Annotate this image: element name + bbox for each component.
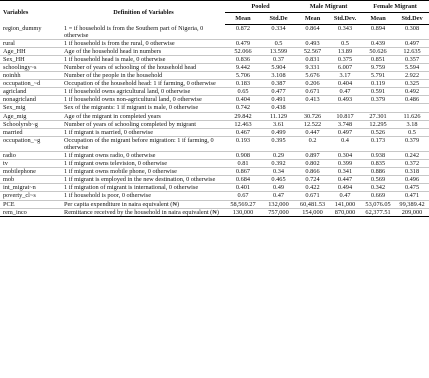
pooled-std-cell: 0.395 xyxy=(261,136,296,151)
male-std-cell: 0.494 xyxy=(329,184,361,192)
male-std-cell: 870,000 xyxy=(329,208,361,216)
male-mean-cell: 0.866 xyxy=(296,168,329,176)
female-std-cell: 11.626 xyxy=(395,112,429,120)
male-std-cell: 0.399 xyxy=(329,160,361,168)
table-row xyxy=(0,192,429,200)
male-mean-cell: 0.831 xyxy=(296,55,329,63)
variable-name-cell: int_migrat~n xyxy=(0,184,62,192)
female-std-cell: 0.318 xyxy=(395,168,429,176)
female-mean-cell: 0.342 xyxy=(361,184,395,192)
variable-name-cell: nonagricland xyxy=(0,96,62,104)
female-std-cell: 3.18 xyxy=(395,120,429,128)
male-mean-cell: 0.413 xyxy=(296,96,329,104)
variable-name-cell: Age_mig xyxy=(0,112,62,120)
variable-definition-cell: 1 if household is from the rural, 0 otherwise xyxy=(62,39,225,47)
pooled-mean-cell: 0.742 xyxy=(225,104,261,112)
pooled-mean-cell: 9.442 xyxy=(225,63,261,71)
variable-definition-cell: Occupation of the household head: 1 if farming, 0 otherwise xyxy=(62,80,225,88)
female-std-cell: 99,389.42 xyxy=(395,200,429,208)
female-std-cell: 5.594 xyxy=(395,63,429,71)
variable-definition-cell: 1 if household owns non-agricultural land, 0 otherwise xyxy=(62,96,225,104)
female-std-cell: 0.475 xyxy=(395,184,429,192)
female-std-cell: 209,000 xyxy=(395,208,429,216)
male-std-cell: 10.817 xyxy=(329,112,361,120)
female-std-cell: 0.471 xyxy=(395,192,429,200)
female-mean-cell xyxy=(361,104,395,112)
female-mean-cell: 0.894 xyxy=(361,25,395,40)
male-mean-cell: 0.2 xyxy=(296,136,329,151)
variable-name-cell: Age_HH xyxy=(0,47,62,55)
table-row xyxy=(0,120,429,128)
male-mean-cell: 0.447 xyxy=(296,128,329,136)
table-row xyxy=(0,128,429,136)
pooled-mean-cell: 0.67 xyxy=(225,192,261,200)
table-row xyxy=(0,96,429,104)
table-body xyxy=(0,25,429,217)
male-mean-cell xyxy=(296,104,329,112)
variable-definition-cell: 1 if migrant owns radio, 0 otherwise xyxy=(62,152,225,160)
male-mean-cell: 60,481.53 xyxy=(296,200,329,208)
female-std-cell: 0.308 xyxy=(395,25,429,40)
pooled-std-cell: 0.334 xyxy=(261,25,296,40)
variable-name-cell: schoolingy~s xyxy=(0,63,62,71)
variable-name-cell: married xyxy=(0,128,62,136)
subheader-male-mean: Mean xyxy=(296,13,329,25)
subheader-female-mean: Mean xyxy=(361,13,395,25)
pooled-mean-cell: 0.867 xyxy=(225,168,261,176)
male-mean-cell: 0.206 xyxy=(296,80,329,88)
male-std-cell: 0.497 xyxy=(329,128,361,136)
variable-definition-cell: Occupation of the migrant before migration: 1 if farming, 0 otherwise xyxy=(62,136,225,151)
male-mean-cell: 52.567 xyxy=(296,47,329,55)
pooled-std-cell: 3.61 xyxy=(261,120,296,128)
variable-definition-cell: 1 if migrant is employed in the new destination, 0 otherwise xyxy=(62,176,225,184)
female-mean-cell: 0.119 xyxy=(361,80,395,88)
variable-name-cell: region_dummy xyxy=(0,25,62,40)
male-std-cell xyxy=(329,104,361,112)
male-std-cell: 141,000 xyxy=(329,200,361,208)
variable-definition-cell: Age of the household head in numbers xyxy=(62,47,225,55)
table-row xyxy=(0,55,429,63)
male-std-cell: 0.341 xyxy=(329,168,361,176)
pooled-std-cell: 11.129 xyxy=(261,112,296,120)
pooled-mean-cell: 58,569.27 xyxy=(225,200,261,208)
variable-definition-cell: Number of the people in the household xyxy=(62,72,225,80)
table-row xyxy=(0,176,429,184)
variable-name-cell: tv xyxy=(0,160,62,168)
male-mean-cell: 0.897 xyxy=(296,152,329,160)
variable-definition-cell: 1 if migration of migrant is international, 0 otherwise xyxy=(62,184,225,192)
pooled-std-cell: 0.37 xyxy=(261,55,296,63)
female-mean-cell: 9.759 xyxy=(361,63,395,71)
variable-definition-cell: 1 if migrant is married, 0 otherwise xyxy=(62,128,225,136)
male-std-cell: 0.447 xyxy=(329,176,361,184)
group-header-pooled: Pooled xyxy=(225,1,296,13)
pooled-mean-cell: 0.81 xyxy=(225,160,261,168)
female-std-cell: 0.497 xyxy=(395,39,429,47)
female-mean-cell: 0.669 xyxy=(361,192,395,200)
table-row xyxy=(0,80,429,88)
pooled-std-cell: 0.49 xyxy=(261,184,296,192)
pooled-std-cell: 757,000 xyxy=(261,208,296,216)
table-row xyxy=(0,72,429,80)
pooled-mean-cell: 0.467 xyxy=(225,128,261,136)
table-row xyxy=(0,104,429,112)
female-mean-cell: 0.173 xyxy=(361,136,395,151)
pooled-mean-cell: 130,000 xyxy=(225,208,261,216)
table-row xyxy=(0,152,429,160)
variable-definition-cell: 1 if household head is male, 0 otherwise xyxy=(62,55,225,63)
female-std-cell: 2.922 xyxy=(395,72,429,80)
variable-name-cell: mob xyxy=(0,176,62,184)
pooled-mean-cell: 0.193 xyxy=(225,136,261,151)
female-mean-cell: 0.938 xyxy=(361,152,395,160)
male-std-cell: 3.17 xyxy=(329,72,361,80)
male-std-cell: 0.493 xyxy=(329,96,361,104)
pooled-std-cell: 0.47 xyxy=(261,192,296,200)
pooled-std-cell: 0.34 xyxy=(261,168,296,176)
variable-name-cell: rural xyxy=(0,39,62,47)
female-std-cell: 0.242 xyxy=(395,152,429,160)
variable-name-cell: PCE xyxy=(0,200,62,208)
pooled-mean-cell: 0.479 xyxy=(225,39,261,47)
group-header-female-migrant: Female Migrant xyxy=(361,1,429,13)
pooled-mean-cell: 0.404 xyxy=(225,96,261,104)
table-row xyxy=(0,208,429,216)
table-row xyxy=(0,63,429,71)
variable-definition-cell: 1 if migrant owns television, 0 otherwise xyxy=(62,160,225,168)
variable-name-cell: occupation_~d xyxy=(0,80,62,88)
table-row xyxy=(0,200,429,208)
pooled-mean-cell: 12.463 xyxy=(225,120,261,128)
table-row xyxy=(0,47,429,55)
group-header-male-migrant: Male Migrant xyxy=(296,1,361,13)
female-std-cell: 0.379 xyxy=(395,136,429,151)
variable-name-cell: Schoolyrsb~g xyxy=(0,120,62,128)
female-mean-cell: 62,377.51 xyxy=(361,208,395,216)
female-mean-cell: 0.379 xyxy=(361,96,395,104)
female-std-cell: 0.486 xyxy=(395,96,429,104)
pooled-mean-cell: 52.066 xyxy=(225,47,261,55)
female-std-cell xyxy=(395,104,429,112)
table-row xyxy=(0,184,429,192)
variable-name-cell: radio xyxy=(0,152,62,160)
male-std-cell: 0.304 xyxy=(329,152,361,160)
variable-definition-cell: 1 if household is poor, 0 otherwise xyxy=(62,192,225,200)
col-header-variables: Variables xyxy=(0,1,62,25)
female-std-cell: 12.635 xyxy=(395,47,429,55)
male-std-cell: 0.47 xyxy=(329,192,361,200)
male-std-cell: 13.89 xyxy=(329,47,361,55)
subheader-male-std: Std.Dev. xyxy=(329,13,361,25)
female-std-cell: 0.496 xyxy=(395,176,429,184)
col-header-definition: Definition of Variables xyxy=(62,1,225,25)
female-mean-cell: 12.295 xyxy=(361,120,395,128)
variable-definition-cell: Number of years of schooling of the household head xyxy=(62,63,225,71)
male-std-cell: 0.47 xyxy=(329,88,361,96)
variable-definition-cell: Per capita expenditure in naira equivalent (₦) xyxy=(62,200,225,208)
male-std-cell: 0.5 xyxy=(329,39,361,47)
subheader-female-std: Std.Dev xyxy=(395,13,429,25)
subheader-pooled-std: Std.De xyxy=(261,13,296,25)
table-row xyxy=(0,168,429,176)
female-mean-cell: 0.591 xyxy=(361,88,395,96)
female-mean-cell: 0.526 xyxy=(361,128,395,136)
variable-name-cell: agricland xyxy=(0,88,62,96)
table-row xyxy=(0,160,429,168)
female-mean-cell: 0.439 xyxy=(361,39,395,47)
pooled-std-cell: 3.108 xyxy=(261,72,296,80)
variable-definition-cell: 1 if household owns agricultural land, 0 otherwise xyxy=(62,88,225,96)
variable-name-cell: occupation_~g xyxy=(0,136,62,151)
variable-name-cell: noinhh xyxy=(0,72,62,80)
pooled-std-cell: 0.491 xyxy=(261,96,296,104)
female-mean-cell: 0.835 xyxy=(361,160,395,168)
female-mean-cell: 0.886 xyxy=(361,168,395,176)
pooled-std-cell: 0.392 xyxy=(261,160,296,168)
variable-name-cell: Sex_mig xyxy=(0,104,62,112)
female-std-cell: 0.372 xyxy=(395,160,429,168)
female-std-cell: 0.5 xyxy=(395,128,429,136)
female-mean-cell: 27.301 xyxy=(361,112,395,120)
pooled-std-cell: 0.29 xyxy=(261,152,296,160)
pooled-mean-cell: 0.183 xyxy=(225,80,261,88)
male-mean-cell: 30.726 xyxy=(296,112,329,120)
male-mean-cell: 0.493 xyxy=(296,39,329,47)
pooled-mean-cell: 0.684 xyxy=(225,176,261,184)
table-row xyxy=(0,136,429,151)
male-mean-cell: 154,000 xyxy=(296,208,329,216)
male-mean-cell: 0.422 xyxy=(296,184,329,192)
female-std-cell: 0.357 xyxy=(395,55,429,63)
male-mean-cell: 5.676 xyxy=(296,72,329,80)
variable-definition-cell: 1 if migrant owns mobile phone, 0 otherwise xyxy=(62,168,225,176)
pooled-std-cell: 0.438 xyxy=(261,104,296,112)
pooled-std-cell: 0.499 xyxy=(261,128,296,136)
male-mean-cell: 0.671 xyxy=(296,88,329,96)
female-mean-cell: 0.569 xyxy=(361,176,395,184)
variable-name-cell: mobilephone xyxy=(0,168,62,176)
male-std-cell: 0.375 xyxy=(329,55,361,63)
male-mean-cell: 0.802 xyxy=(296,160,329,168)
pooled-std-cell: 0.477 xyxy=(261,88,296,96)
male-std-cell: 3.748 xyxy=(329,120,361,128)
pooled-mean-cell: 0.872 xyxy=(225,25,261,40)
pooled-mean-cell: 0.836 xyxy=(225,55,261,63)
female-std-cell: 0.325 xyxy=(395,80,429,88)
female-mean-cell: 5.791 xyxy=(361,72,395,80)
female-mean-cell: 50.626 xyxy=(361,47,395,55)
pooled-std-cell: 0.465 xyxy=(261,176,296,184)
male-mean-cell: 0.671 xyxy=(296,192,329,200)
female-std-cell: 0.492 xyxy=(395,88,429,96)
table-row xyxy=(0,25,429,40)
male-mean-cell: 9.331 xyxy=(296,63,329,71)
table-row xyxy=(0,39,429,47)
header-row-groups xyxy=(0,1,429,13)
pooled-mean-cell: 0.908 xyxy=(225,152,261,160)
variable-definition-cell: Remittance received by the household in naira equivalent (₦) xyxy=(62,208,225,216)
female-mean-cell: 0.851 xyxy=(361,55,395,63)
pooled-std-cell: 0.5 xyxy=(261,39,296,47)
pooled-mean-cell: 5.706 xyxy=(225,72,261,80)
male-std-cell: 0.404 xyxy=(329,80,361,88)
variable-definition-cell: Sex of the migrants: 1 if migrant is male, 0 otherwise xyxy=(62,104,225,112)
male-mean-cell: 0.864 xyxy=(296,25,329,40)
pooled-mean-cell: 0.401 xyxy=(225,184,261,192)
pooled-mean-cell: 0.65 xyxy=(225,88,261,96)
subheader-pooled-mean: Mean xyxy=(225,13,261,25)
variable-definition-cell: 1 = if household is from the Southern part of Nigeria, 0 otherwise xyxy=(62,25,225,40)
pooled-mean-cell: 29.842 xyxy=(225,112,261,120)
male-std-cell: 0.4 xyxy=(329,136,361,151)
table-row xyxy=(0,112,429,120)
variable-name-cell: poverty_cl~s xyxy=(0,192,62,200)
female-mean-cell: 53,076.05 xyxy=(361,200,395,208)
variable-definition-cell: Age of the migrant in completed years xyxy=(62,112,225,120)
male-mean-cell: 12.522 xyxy=(296,120,329,128)
variable-name-cell: Sex_HH xyxy=(0,55,62,63)
pooled-std-cell: 0.387 xyxy=(261,80,296,88)
pooled-std-cell: 132,000 xyxy=(261,200,296,208)
table-row xyxy=(0,88,429,96)
male-std-cell: 6.007 xyxy=(329,63,361,71)
pooled-std-cell: 5.904 xyxy=(261,63,296,71)
male-std-cell: 0.343 xyxy=(329,25,361,40)
pooled-std-cell: 13.599 xyxy=(261,47,296,55)
variable-name-cell: rem_inco xyxy=(0,208,62,216)
male-mean-cell: 0.724 xyxy=(296,176,329,184)
variable-definition-cell: Number of years of schooling completed by migrant xyxy=(62,120,225,128)
